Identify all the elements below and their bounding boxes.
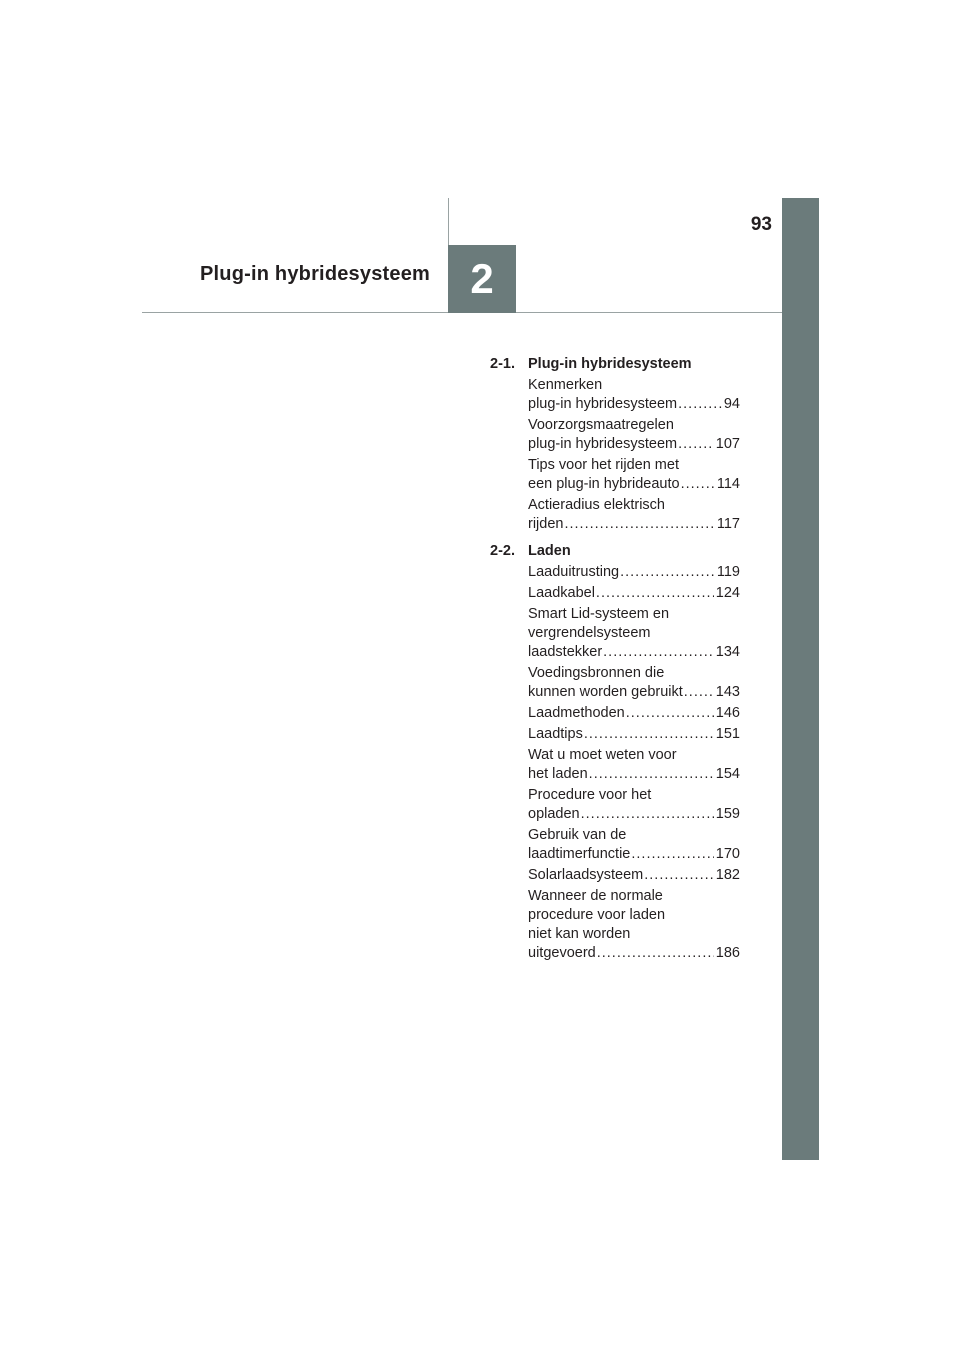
toc-entry-line: Laadtips	[528, 726, 583, 742]
toc-entry-line: een plug-in hybrideauto	[528, 476, 680, 492]
toc-entry-line: Smart Lid-systeem en	[528, 606, 670, 622]
toc-entry-page: 143	[715, 684, 740, 700]
toc-leader-dots	[678, 395, 722, 414]
chapter-number: 2	[470, 255, 494, 302]
toc-section-number: 2-1.	[490, 356, 515, 372]
toc-section-title: Laden	[528, 543, 571, 559]
toc-section-title: Plug-in hybridesysteem	[528, 356, 692, 372]
toc-entry-last-line	[528, 563, 740, 582]
toc-entry-page: 182	[715, 867, 740, 883]
toc-entry-page: 151	[715, 726, 740, 742]
toc-section-heading	[490, 355, 740, 374]
toc-entry-line: niet kan worden	[528, 926, 631, 942]
toc-entry-line: laadtimerfunctie	[528, 846, 631, 862]
toc-entry-line: Gebruik van de	[528, 827, 627, 843]
toc-entry-line: Wat u moet weten voor	[528, 747, 677, 763]
toc-leader-dots	[620, 563, 715, 582]
toc-entry-line: uitgevoerd	[528, 945, 596, 961]
toc-entry[interactable]	[528, 887, 740, 963]
toc-entry-page: 117	[716, 516, 740, 532]
toc-entry-line: plug-in hybridesysteem	[528, 396, 678, 412]
toc-entry-last-line	[528, 944, 740, 963]
toc-leader-dots	[584, 725, 714, 744]
toc-entry-page: 114	[716, 476, 740, 492]
toc-entry-last-line	[528, 475, 740, 494]
toc-entry-line: kunnen worden gebruikt	[528, 684, 683, 700]
toc-entry-page: 146	[715, 705, 740, 721]
chapter-side-tab	[782, 198, 819, 1160]
toc-section-heading	[490, 542, 740, 561]
toc-entry-line: Procedure voor het	[528, 787, 652, 803]
chapter-number-box	[448, 245, 516, 313]
toc-section	[490, 542, 740, 963]
toc-entry[interactable]	[528, 725, 740, 744]
toc-entry-line: procedure voor laden	[528, 907, 666, 923]
toc-entry-last-line	[528, 584, 740, 603]
toc-leader-dots	[681, 475, 715, 494]
toc-entry-page: 119	[716, 564, 740, 580]
toc-leader-dots	[603, 643, 714, 662]
toc-entry-page: 159	[715, 806, 740, 822]
toc-entry-page: 134	[715, 644, 740, 660]
toc-entry-page: 107	[715, 436, 740, 452]
toc-entry[interactable]	[528, 605, 740, 662]
toc-entry-line: plug-in hybridesysteem	[528, 436, 678, 452]
toc-entry-line: Actieradius elektrisch	[528, 497, 665, 513]
toc-entry[interactable]	[528, 664, 740, 702]
toc-entry-page: 186	[715, 945, 740, 961]
page-number: 93	[750, 214, 772, 235]
toc-leader-dots	[589, 765, 714, 784]
toc-entry-line: Tips voor het rijden met	[528, 457, 679, 473]
toc-entry-page: 170	[715, 846, 740, 862]
toc-entry-last-line	[528, 435, 740, 454]
toc-leader-dots	[631, 845, 713, 864]
toc-entry-line: Voedingsbronnen die	[528, 665, 665, 681]
toc-entry-last-line	[528, 805, 740, 824]
toc-entry-line: Solarlaadsysteem	[528, 867, 644, 883]
toc-entry-last-line	[528, 704, 740, 723]
toc-leader-dots	[626, 704, 714, 723]
toc-entry-line: Laadkabel	[528, 585, 595, 601]
toc-entry[interactable]	[528, 416, 740, 454]
toc-leader-dots	[644, 866, 714, 885]
toc-leader-dots	[596, 584, 714, 603]
toc-entry-last-line	[528, 515, 740, 534]
toc-entry-line: opladen	[528, 806, 580, 822]
toc-leader-dots	[581, 805, 714, 824]
toc-entry[interactable]	[528, 826, 740, 864]
toc-entry[interactable]	[528, 563, 740, 582]
toc-entry[interactable]	[528, 456, 740, 494]
toc-entry[interactable]	[528, 746, 740, 784]
toc-entry-line: Laadmethoden	[528, 705, 625, 721]
toc-entry-last-line	[528, 845, 740, 864]
chapter-title: Plug-in hybridesysteem	[200, 263, 431, 285]
toc-entry-line: het laden	[528, 766, 588, 782]
toc-entry-last-line	[528, 643, 740, 662]
toc-leader-dots	[684, 683, 714, 702]
toc-section	[490, 355, 740, 534]
toc-entry-line: Kenmerken	[528, 377, 603, 393]
toc-entry[interactable]	[528, 786, 740, 824]
toc-entry-line: vergrendelsysteem	[528, 625, 651, 641]
toc-entry-last-line	[528, 725, 740, 744]
toc-section-number: 2-2.	[490, 543, 515, 559]
toc-entry[interactable]	[528, 376, 740, 414]
toc-entry-last-line	[528, 395, 740, 414]
toc-entry-page: 124	[715, 585, 740, 601]
toc-entry[interactable]	[528, 704, 740, 723]
toc-entry-last-line	[528, 683, 740, 702]
toc-entry[interactable]	[528, 496, 740, 534]
toc-leader-dots	[564, 515, 714, 534]
toc-entry-line: Voorzorgsmaatregelen	[528, 417, 674, 433]
toc-entry-line: Laaduitrusting	[528, 564, 620, 580]
toc-entry-line: rijden	[528, 516, 564, 532]
toc-entry-page: 154	[715, 766, 740, 782]
header-vertical-rule	[448, 198, 449, 246]
toc-entry[interactable]	[528, 866, 740, 885]
toc-entry-line: laadstekker	[528, 644, 603, 660]
toc-leader-dots	[678, 435, 714, 454]
toc-leader-dots	[597, 944, 714, 963]
toc-entry[interactable]	[528, 584, 740, 603]
table-of-contents	[490, 355, 740, 971]
toc-entry-page: 94	[723, 396, 740, 412]
toc-entry-line: Wanneer de normale	[528, 888, 663, 904]
toc-entry-last-line	[528, 765, 740, 784]
toc-entry-last-line	[528, 866, 740, 885]
